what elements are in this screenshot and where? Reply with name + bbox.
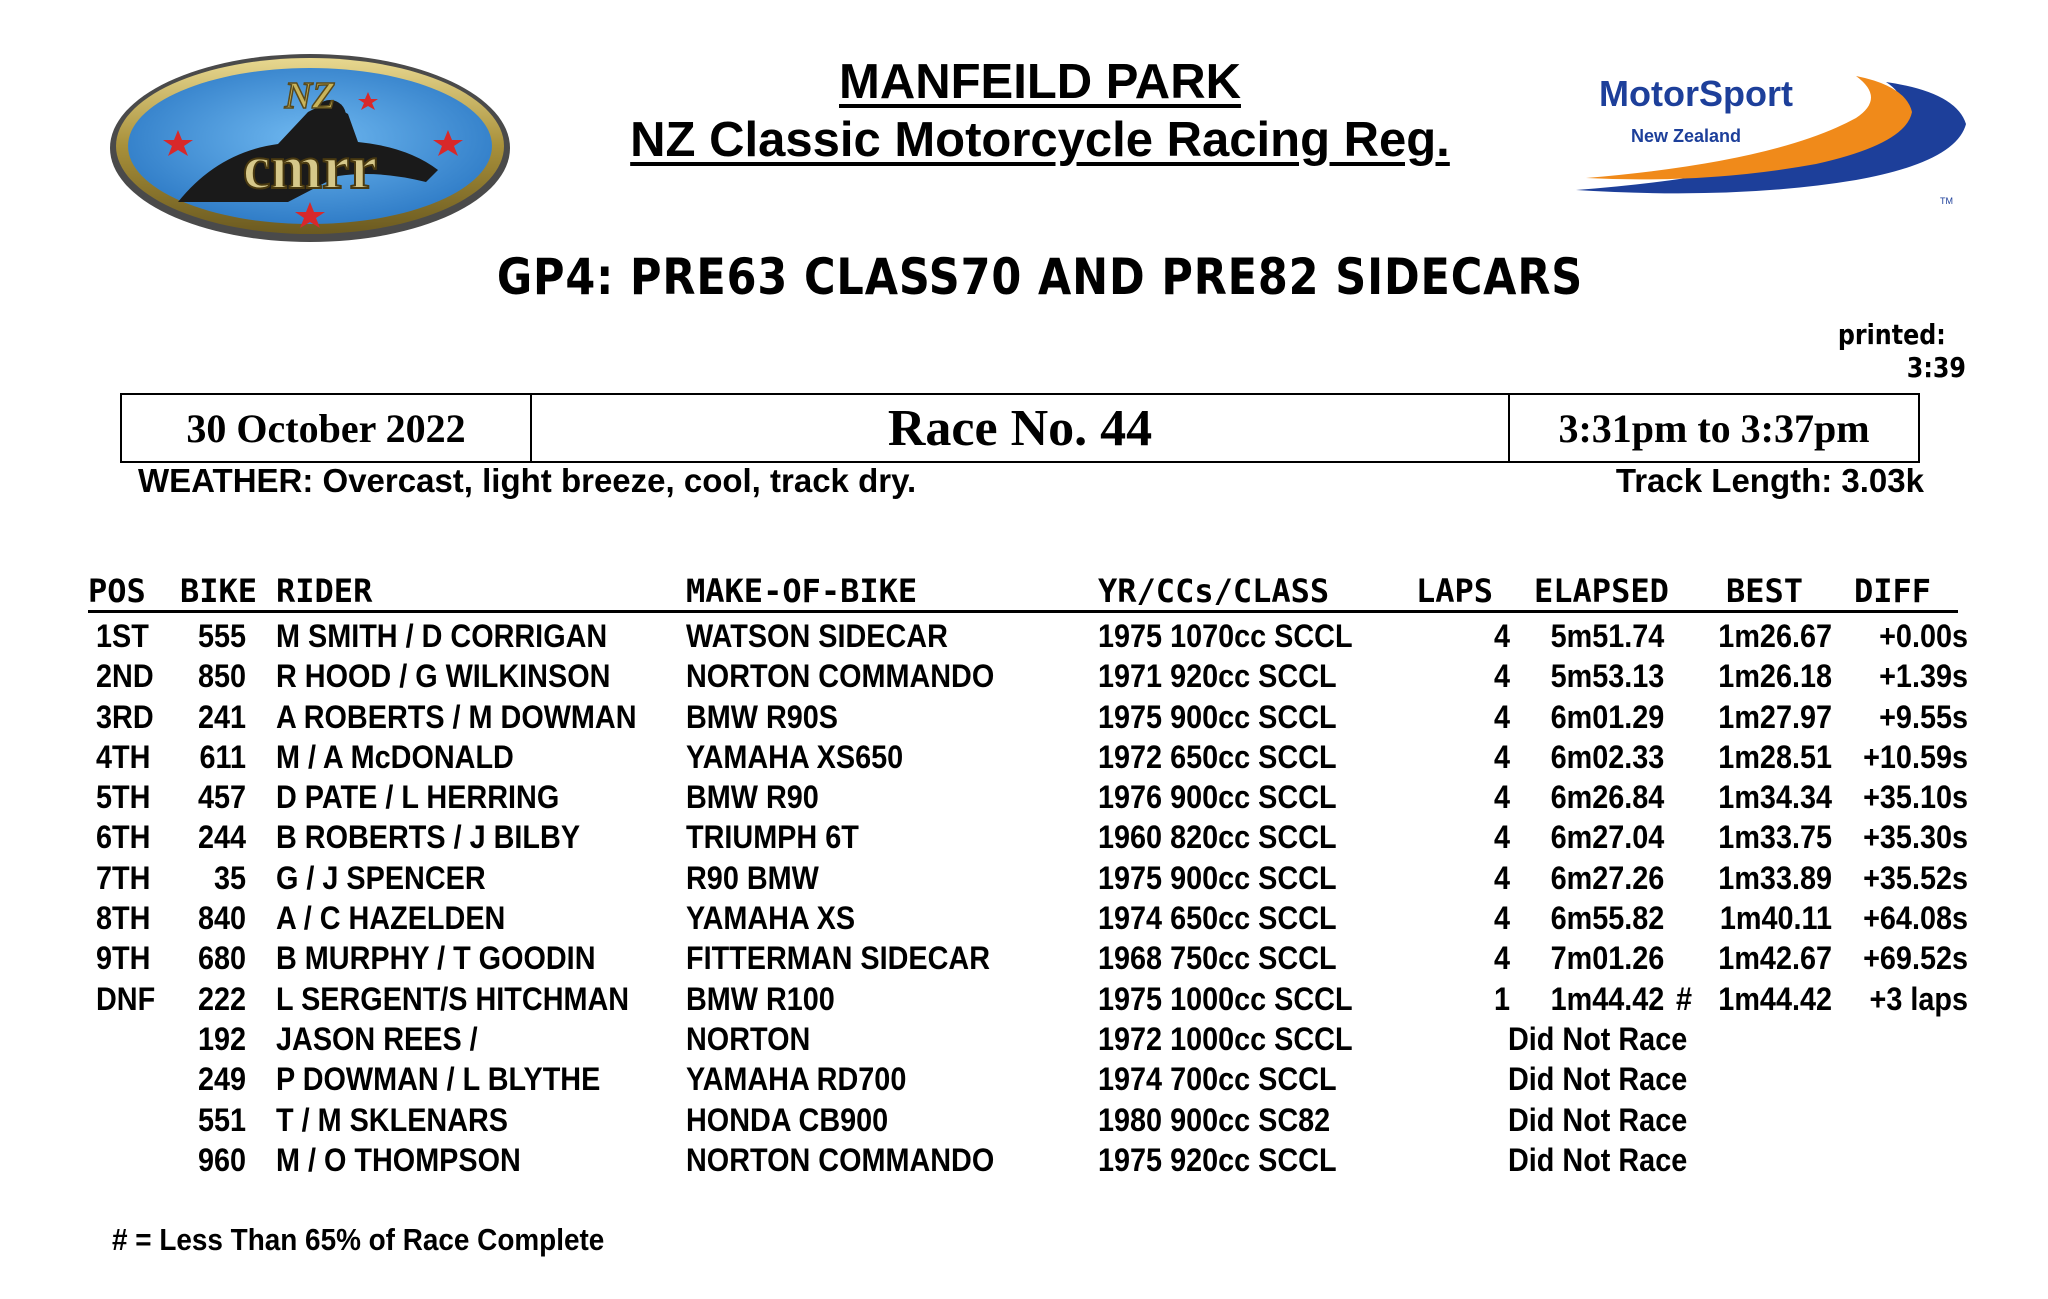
result-rider: A / C HAZELDEN <box>276 900 506 937</box>
printed-label: printed: <box>1837 318 1946 351</box>
result-make-of-bike: NORTON COMMANDO <box>686 658 995 695</box>
result-rider: JASON REES / <box>276 1020 478 1057</box>
result-diff: +3 laps <box>1869 980 1968 1017</box>
result-bike-number: 850 <box>197 658 246 695</box>
result-diff: +69.52s <box>1863 940 1968 977</box>
table-row <box>0 739 2048 779</box>
result-laps: 4 <box>1493 738 1510 775</box>
table-row <box>0 819 2048 859</box>
result-pos: 4TH <box>96 738 151 775</box>
result-bike-number: 457 <box>197 779 246 816</box>
result-elapsed: 5m53.13 <box>1550 658 1665 695</box>
result-rider: M / O THOMPSON <box>276 1141 521 1178</box>
result-best-lap: 1m33.89 <box>1718 859 1832 896</box>
result-rider: G / J SPENCER <box>276 859 486 896</box>
result-diff: +9.55s <box>1879 698 1968 735</box>
result-bike-number: 35 <box>213 859 246 896</box>
race-number: Race No. 44 <box>532 395 1510 461</box>
result-make-of-bike: TRIUMPH 6T <box>686 819 859 856</box>
cmrr-logo-cmrr-text: cmrr <box>242 134 378 202</box>
result-diff: +35.10s <box>1863 779 1968 816</box>
result-diff: +1.39s <box>1879 658 1968 695</box>
col-header-best: BEST <box>1726 572 1804 610</box>
result-rider: B ROBERTS / J BILBY <box>276 819 581 856</box>
result-best-lap: 1m33.75 <box>1718 819 1832 856</box>
race-info-box <box>120 393 1920 463</box>
result-best-lap: 1m26.67 <box>1718 618 1832 654</box>
result-yr-ccs-class: 1972 650cc SCCL <box>1098 738 1337 775</box>
result-note: Did Not Race <box>1508 1101 1688 1138</box>
result-yr-ccs-class: 1968 750cc SCCL <box>1098 940 1337 977</box>
result-make-of-bike: BMW R90S <box>686 698 839 735</box>
venue-title: MANFEILD PARK <box>839 55 1241 109</box>
result-bike-number: 960 <box>197 1141 246 1178</box>
organiser-title: NZ Classic Motorcycle Racing Reg. <box>630 113 1450 167</box>
result-rider: M SMITH / D CORRIGAN <box>276 618 608 654</box>
result-note: Did Not Race <box>1508 1020 1688 1057</box>
result-partial-marker: # <box>1676 980 1693 1017</box>
result-yr-ccs-class: 1976 900cc SCCL <box>1098 779 1337 816</box>
result-pos: 2ND <box>96 658 154 695</box>
result-pos: 3RD <box>96 698 154 735</box>
result-diff: +64.08s <box>1863 900 1968 937</box>
table-row <box>0 1021 2048 1061</box>
result-bike-number: 241 <box>197 698 246 735</box>
result-laps: 4 <box>1493 940 1510 977</box>
result-best-lap: 1m34.34 <box>1718 779 1832 816</box>
result-yr-ccs-class: 1975 920cc SCCL <box>1098 1141 1337 1178</box>
result-laps: 4 <box>1493 698 1510 735</box>
result-laps: 4 <box>1493 658 1510 695</box>
footnote: # = Less Than 65% of Race Complete <box>112 1222 605 1257</box>
result-pos: 7TH <box>96 859 151 896</box>
result-diff: +35.30s <box>1863 819 1968 856</box>
table-row <box>0 779 2048 819</box>
result-pos: 8TH <box>96 900 151 937</box>
cmrr-logo <box>108 52 512 244</box>
result-laps: 4 <box>1493 859 1510 896</box>
col-header-make: MAKE-OF-BIKE <box>686 572 918 610</box>
result-best-lap: 1m26.18 <box>1718 658 1832 695</box>
result-laps: 1 <box>1493 980 1510 1017</box>
table-row <box>0 900 2048 940</box>
motorsport-nz-logo-graphic <box>1556 62 1980 212</box>
result-make-of-bike: NORTON COMMANDO <box>686 1141 995 1178</box>
result-pos: 6TH <box>96 819 151 856</box>
result-elapsed: 6m27.04 <box>1550 819 1665 856</box>
result-elapsed: 5m51.74 <box>1550 618 1665 654</box>
result-pos: DNF <box>96 980 156 1017</box>
table-row <box>0 658 2048 698</box>
motorsport-nz-logo <box>1556 62 1980 212</box>
result-make-of-bike: NORTON <box>686 1020 811 1057</box>
result-note: Did Not Race <box>1508 1061 1688 1098</box>
race-title: GP4: PRE63 CLASS70 AND PRE82 SIDECARS <box>496 248 1584 306</box>
col-header-rider: RIDER <box>276 572 373 610</box>
table-row <box>0 618 2048 658</box>
race-time-range: 3:31pm to 3:37pm <box>1558 405 1870 451</box>
race-date: 30 October 2022 <box>122 395 532 461</box>
col-header-pos: POS <box>88 572 146 610</box>
result-best-lap: 1m28.51 <box>1718 738 1832 775</box>
result-bike-number: 222 <box>197 980 246 1017</box>
result-yr-ccs-class: 1972 1000cc SCCL <box>1098 1020 1353 1057</box>
results-table-body <box>0 618 2048 1182</box>
result-yr-ccs-class: 1975 900cc SCCL <box>1098 859 1337 896</box>
result-rider: M / A McDONALD <box>276 738 514 775</box>
result-pos: 9TH <box>96 940 151 977</box>
result-elapsed: 6m55.82 <box>1550 900 1665 937</box>
result-yr-ccs-class: 1975 900cc SCCL <box>1098 698 1337 735</box>
result-yr-ccs-class: 1974 650cc SCCL <box>1098 900 1337 937</box>
result-make-of-bike: YAMAHA RD700 <box>686 1061 907 1098</box>
result-elapsed: 6m02.33 <box>1550 738 1665 775</box>
result-make-of-bike: FITTERMAN SIDECAR <box>686 940 990 977</box>
result-rider: L SERGENT/S HITCHMAN <box>276 980 630 1017</box>
result-make-of-bike: WATSON SIDECAR <box>686 618 948 654</box>
result-laps: 4 <box>1493 779 1510 816</box>
printed-time: 3:39 <box>1906 351 1966 384</box>
result-yr-ccs-class: 1975 1000cc SCCL <box>1098 980 1353 1017</box>
result-bike-number: 840 <box>197 900 246 937</box>
result-best-lap: 1m42.67 <box>1718 940 1832 977</box>
result-diff: +0.00s <box>1879 618 1968 654</box>
table-row <box>0 1061 2048 1101</box>
result-bike-number: 192 <box>197 1020 246 1057</box>
result-pos: 1ST <box>96 618 149 654</box>
table-row <box>0 940 2048 980</box>
result-elapsed: 6m01.29 <box>1550 698 1665 735</box>
result-best-lap: 1m44.42 <box>1718 980 1832 1017</box>
col-header-yr-ccs-class: YR/CCs/CLASS <box>1098 572 1330 610</box>
motorsport-brand-text: MotorSport <box>1599 73 1793 114</box>
result-make-of-bike: YAMAHA XS650 <box>686 738 904 775</box>
cmrr-logo-nz-text: NZ <box>284 75 336 117</box>
track-length-text: Track Length: 3.03k <box>1615 462 1924 499</box>
result-make-of-bike: BMW R100 <box>686 980 835 1017</box>
result-laps: 4 <box>1493 618 1510 654</box>
table-row <box>0 981 2048 1021</box>
result-pos: 5TH <box>96 779 151 816</box>
result-yr-ccs-class: 1971 920cc SCCL <box>1098 658 1337 695</box>
printed-stamp <box>1774 318 1966 384</box>
result-best-lap: 1m40.11 <box>1719 900 1832 937</box>
result-elapsed: 7m01.26 <box>1550 940 1665 977</box>
result-bike-number: 680 <box>197 940 246 977</box>
result-yr-ccs-class: 1975 1070cc SCCL <box>1098 618 1353 654</box>
result-note: Did Not Race <box>1508 1141 1688 1178</box>
result-rider: P DOWMAN / L BLYTHE <box>276 1061 601 1098</box>
col-header-diff: DIFF <box>1854 572 1932 610</box>
result-bike-number: 611 <box>199 738 246 775</box>
result-rider: B MURPHY / T GOODIN <box>276 940 596 977</box>
result-make-of-bike: BMW R90 <box>686 779 819 816</box>
result-bike-number: 551 <box>197 1101 246 1138</box>
motorsport-tm-text: TM <box>1940 196 1953 206</box>
result-elapsed: 6m27.26 <box>1550 859 1665 896</box>
table-row <box>0 1102 2048 1142</box>
col-header-elapsed: ELAPSED <box>1534 572 1669 610</box>
result-rider: R HOOD / G WILKINSON <box>276 658 611 695</box>
result-bike-number: 244 <box>197 819 246 856</box>
results-table-header <box>88 572 1958 613</box>
col-header-bike: BIKE <box>180 572 258 610</box>
result-laps: 4 <box>1493 819 1510 856</box>
result-yr-ccs-class: 1980 900cc SC82 <box>1098 1101 1331 1138</box>
result-make-of-bike: HONDA CB900 <box>686 1101 889 1138</box>
cmrr-logo-graphic <box>108 52 512 244</box>
table-row <box>0 860 2048 900</box>
result-laps: 4 <box>1493 900 1510 937</box>
result-rider: T / M SKLENARS <box>276 1101 509 1138</box>
result-best-lap: 1m27.97 <box>1718 698 1832 735</box>
result-diff: +35.52s <box>1863 859 1968 896</box>
table-row <box>0 699 2048 739</box>
table-row <box>0 1142 2048 1182</box>
result-bike-number: 249 <box>197 1061 246 1098</box>
motorsport-sub-text: New Zealand <box>1630 126 1742 146</box>
weather-text: WEATHER: Overcast, light breeze, cool, track dry. <box>138 462 917 499</box>
result-diff: +10.59s <box>1863 738 1968 775</box>
result-bike-number: 555 <box>197 618 246 654</box>
result-elapsed: 6m26.84 <box>1550 779 1665 816</box>
result-make-of-bike: YAMAHA XS <box>686 900 856 937</box>
result-rider: A ROBERTS / M DOWMAN <box>276 698 637 735</box>
result-yr-ccs-class: 1974 700cc SCCL <box>1098 1061 1337 1098</box>
result-make-of-bike: R90 BMW <box>686 859 819 896</box>
col-header-laps: LAPS <box>1416 572 1494 610</box>
result-rider: D PATE / L HERRING <box>276 779 560 816</box>
result-elapsed: 1m44.42 <box>1550 980 1665 1017</box>
result-yr-ccs-class: 1960 820cc SCCL <box>1098 819 1337 856</box>
